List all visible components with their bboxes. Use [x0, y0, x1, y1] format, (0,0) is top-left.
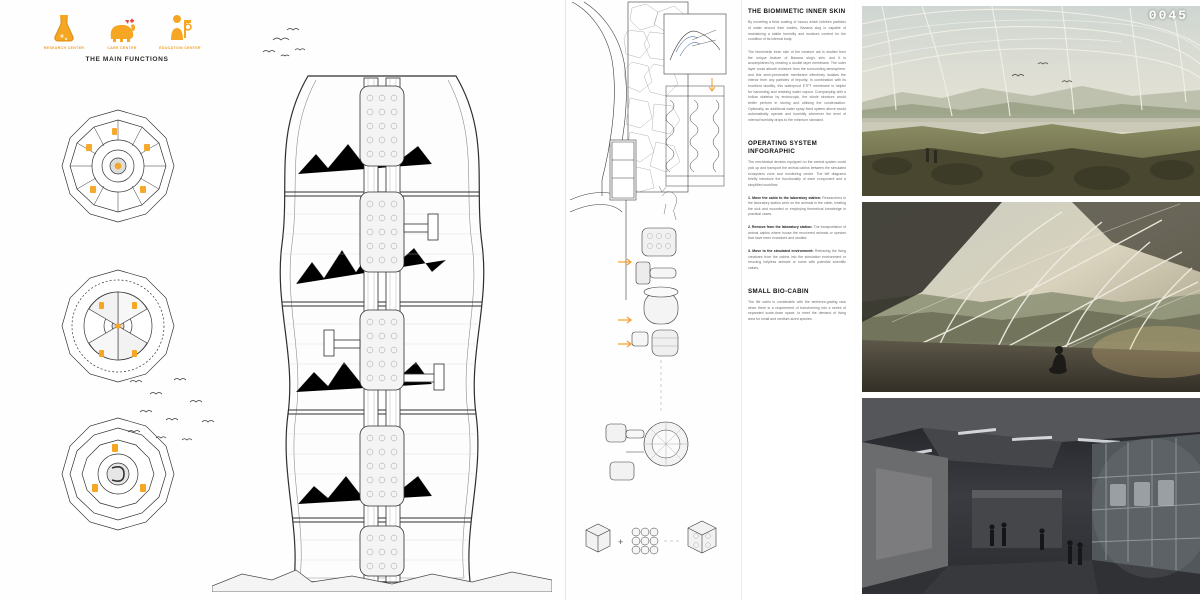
scientist-education-icon	[158, 14, 202, 44]
animal-care-icon	[100, 14, 144, 44]
building-section-drawing	[212, 74, 552, 592]
svg-text:+: +	[618, 537, 624, 547]
main-functions-legend	[42, 14, 212, 63]
left-drawing-panel	[0, 0, 566, 600]
infographic-step-1	[636, 228, 676, 284]
sheet-number: 0045	[1148, 8, 1188, 23]
function-label-care: CARE CENTER	[107, 46, 137, 50]
render-column	[856, 0, 1200, 600]
paragraph-bio-cabin: The life cabin is combinable with the beehives-grating rack when there is a requirement of transforming into a series of separated scale-down space, to meet the demand of living area for small and medium-sized species.	[748, 300, 846, 322]
function-label-research: RESEARCH CENTER	[43, 46, 85, 50]
paragraph-skin-2: The biomimetic inner skin of the creature ark is studied from the unique feature of Banana slug's skin, and it is accomplished by creating a double layer membrane. The outer layer could absorb moisture from the surrounding atmosphere, and this semi-permeable membrane effectively isolates the interior from any particles of impurity. In combination with its excellent ductility, this waterproof ETFT membrane is helpful for harvesting and retaining water vapour. Coexpanying with a hollow skeleton by endoscopic, the whole structure would better perform in storing and utilising the condensation. Optionally, an additional water spray fixed system above would automatically operate and humidity whenever the level of internal humidity drops to the minimum standard.	[748, 49, 846, 122]
bird-flock-top-icon	[255, 22, 325, 72]
paragraph-step-1: 1. Move the cabin to the laboratory station: Researchers in the laboratory station work on the animals in the cabin, treating the sick and wounded or employing theoretical knowledge in practical cases.	[748, 195, 846, 217]
function-item-research	[42, 14, 86, 50]
function-item-care	[100, 14, 144, 50]
function-label-education: EDUCATION CENTER	[159, 46, 201, 50]
flask-research-icon	[42, 14, 86, 44]
infographic-step-2	[632, 287, 678, 356]
heading-small-bio-cabin: SMALL BIO-CABIN	[748, 287, 809, 295]
heading-biomimetic-skin: THE BIOMIMETIC INNER SKIN	[748, 8, 846, 15]
paragraph-step-2: 2. Remove from the laboratory station: The transportation of animal cabins where house the recovered animals or species that have been examined and studied.	[748, 225, 846, 241]
description-text-column	[742, 0, 854, 600]
flow-arrow-2	[618, 317, 631, 347]
render-interior-exhibition-hall	[862, 398, 1200, 594]
render-interior-dome-wetland	[862, 6, 1200, 196]
skin-detail-and-infographic	[566, 0, 742, 600]
flow-arrow-1	[618, 259, 631, 265]
infographic-step-3	[606, 360, 688, 480]
center-diagram-column	[566, 0, 742, 600]
render-interior-observation-deck	[862, 202, 1200, 392]
paragraph-operating-intro: The mechanical devices equipped on the central system could pick up and transport the animal cabins between the simulated ecosystem zone and monitoring centre. The left diagrams briefly introduce the functionality of each component and a simplified workflow:	[748, 160, 846, 187]
paragraph-step-3: 3. Move to the simulated environment: Releasing the living creatures from the cabins into the simulation environment or rescuing helpless animals or some with potential scientific values.	[748, 249, 846, 271]
paragraph-skin-1: By excreting a thick coating of mucus which imbibes particles of water around their bodies, Banana slug is capable of maintaining a stable humidity and moisture content for the condition of its internal body.	[748, 20, 846, 42]
heading-operating-system: OPERATING SYSTEM INFOGRAPHIC	[748, 139, 818, 155]
bio-cabin-combination-diagram	[586, 521, 716, 554]
function-item-education	[158, 14, 202, 50]
plan-level-research	[52, 106, 184, 238]
main-functions-title: THE MAIN FUNCTIONS	[85, 56, 169, 64]
